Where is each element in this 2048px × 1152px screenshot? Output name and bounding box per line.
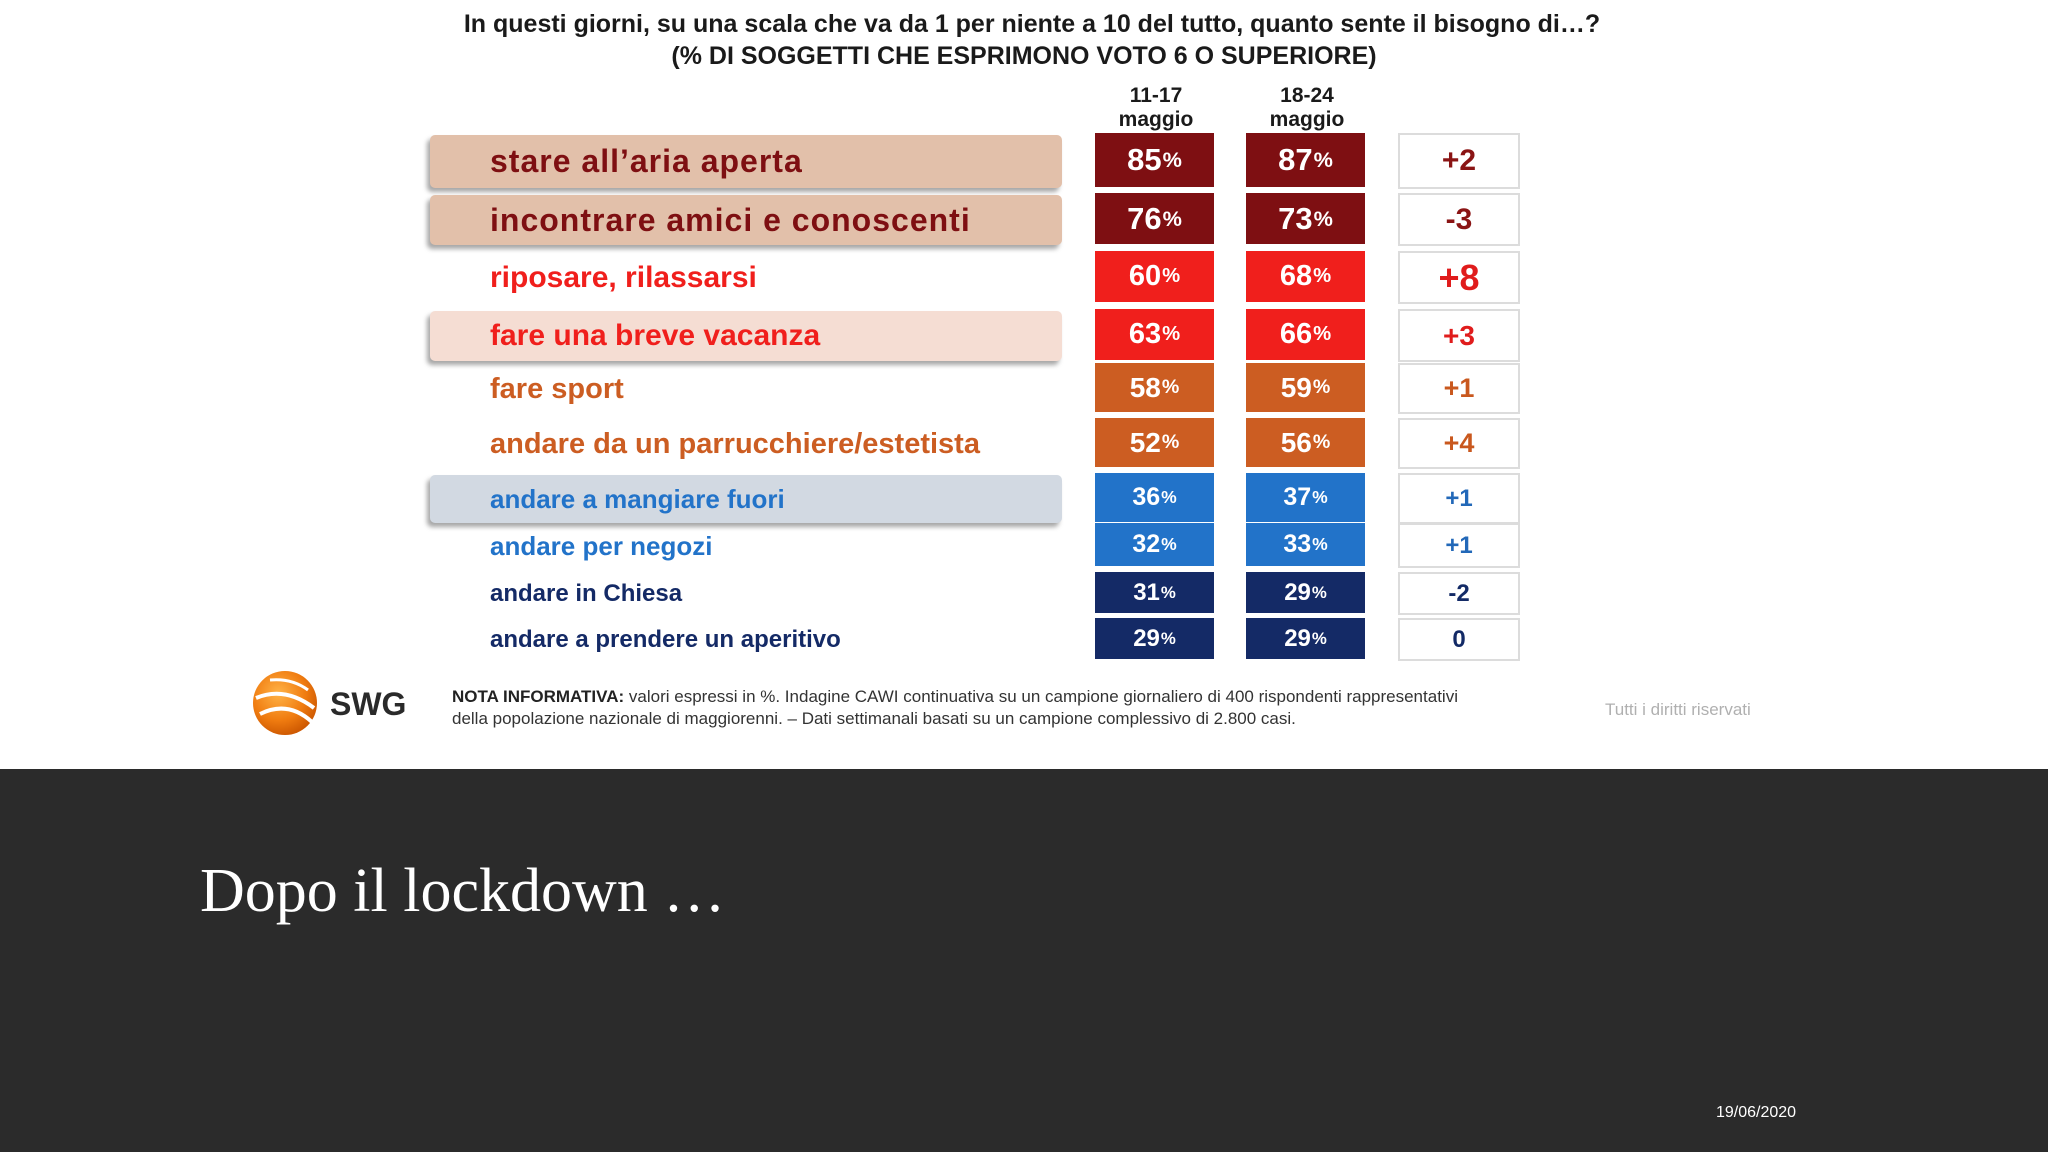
value-number: 76 xyxy=(1127,200,1162,236)
column-header-line: 18-24 xyxy=(1280,84,1334,107)
value-unit: % xyxy=(1161,376,1180,398)
value-number: 52 xyxy=(1129,426,1161,458)
row-label: riposare, rilassarsi xyxy=(490,261,757,294)
value-unit: % xyxy=(1312,534,1328,554)
value-number: 37 xyxy=(1283,483,1312,511)
value-cell xyxy=(1246,418,1365,467)
row-label: andare da un parrucchiere/estetista xyxy=(490,428,980,460)
chart-title: In questi giorni, su una scala che va da 1 per niente a 10 del tutto, quanto sente il bisogno di…? xyxy=(463,10,1601,38)
value-number: 33 xyxy=(1283,530,1312,558)
value-number: 63 xyxy=(1128,318,1162,350)
note-text-line2: della popolazione nazionale di maggiorenni. – Dati settimanali basati su un campione complessivo di 2.800 casi. xyxy=(452,709,1296,728)
value-number: 36 xyxy=(1132,483,1161,511)
column-header-line: maggio xyxy=(1118,108,1194,131)
note-text-line1: valori espressi in %. Indagine CAWI continuativa su un campione giornaliero di 400 rispondenti rappresentativi xyxy=(628,687,1458,706)
row-label: fare sport xyxy=(490,373,624,405)
value-unit: % xyxy=(1162,205,1182,231)
difference-cell: -3 xyxy=(1398,193,1520,246)
difference-cell: +8 xyxy=(1398,251,1520,304)
row-label: fare una breve vacanza xyxy=(490,319,821,352)
value-number: 85 xyxy=(1127,142,1162,177)
value-cell xyxy=(1095,363,1214,412)
row-label: andare a prendere un aperitivo xyxy=(490,626,841,653)
value-cell xyxy=(1246,523,1365,566)
value-unit: % xyxy=(1161,534,1177,554)
column-header-line: 11-17 xyxy=(1129,84,1183,107)
row-label: andare in Chiesa xyxy=(490,580,683,607)
value-unit: % xyxy=(1312,431,1331,453)
difference-cell: +1 xyxy=(1398,473,1520,524)
value-number: 32 xyxy=(1132,530,1161,558)
difference-cell: +1 xyxy=(1398,523,1520,568)
note-label: NOTA INFORMATIVA: xyxy=(452,687,625,706)
value-cell xyxy=(1246,618,1365,659)
swg-logo-icon xyxy=(250,668,320,738)
value-cell xyxy=(1095,572,1214,613)
value-number: 58 xyxy=(1129,371,1161,403)
column-header-line: maggio xyxy=(1269,108,1345,131)
value-cell xyxy=(1095,618,1214,659)
value-unit: % xyxy=(1311,628,1327,648)
value-unit: % xyxy=(1161,431,1180,453)
value-cell xyxy=(1246,193,1365,244)
difference-cell: -2 xyxy=(1398,572,1520,615)
row-label: stare all’aria aperta xyxy=(490,143,803,179)
value-number: 29 xyxy=(1284,578,1311,606)
difference-cell: 0 xyxy=(1398,618,1520,661)
value-number: 87 xyxy=(1278,142,1313,177)
value-number: 56 xyxy=(1280,426,1312,458)
difference-cell: +4 xyxy=(1398,418,1520,469)
value-unit: % xyxy=(1160,582,1176,602)
value-unit: % xyxy=(1312,487,1328,507)
value-unit: % xyxy=(1313,205,1333,231)
value-unit: % xyxy=(1311,582,1327,602)
difference-cell: +3 xyxy=(1398,309,1520,362)
row-label: andare a mangiare fuori xyxy=(490,484,785,514)
value-cell xyxy=(1095,418,1214,467)
value-cell xyxy=(1246,473,1365,522)
value-unit: % xyxy=(1162,265,1181,287)
value-cell xyxy=(1246,133,1365,187)
value-cell xyxy=(1246,251,1365,302)
value-cell xyxy=(1246,572,1365,613)
value-unit: % xyxy=(1162,147,1182,172)
row-label: andare per negozi xyxy=(490,531,713,561)
difference-cell: +1 xyxy=(1398,363,1520,414)
value-number: 73 xyxy=(1278,200,1313,236)
chart-subtitle: (% DI SOGGETTI CHE ESPRIMONO VOTO 6 O SUPERIORE) xyxy=(671,42,1377,70)
value-unit: % xyxy=(1162,323,1181,345)
source-note xyxy=(452,686,1552,730)
difference-cell: +2 xyxy=(1398,133,1520,189)
value-unit: % xyxy=(1313,323,1332,345)
value-unit: % xyxy=(1160,628,1176,648)
value-number: 60 xyxy=(1128,260,1162,292)
value-number: 31 xyxy=(1133,578,1160,606)
value-number: 29 xyxy=(1133,624,1160,652)
value-cell xyxy=(1095,523,1214,566)
value-cell xyxy=(1095,309,1214,360)
value-cell xyxy=(1246,309,1365,360)
value-cell xyxy=(1246,363,1365,412)
slide-title: Dopo il lockdown … xyxy=(200,857,726,925)
value-number: 66 xyxy=(1279,318,1313,350)
value-cell xyxy=(1095,193,1214,244)
slide-date: 19/06/2020 xyxy=(1716,1104,1797,1121)
value-number: 29 xyxy=(1284,624,1311,652)
value-unit: % xyxy=(1313,147,1333,172)
rights-notice: Tutti i diritti riservati xyxy=(1605,700,1751,719)
value-unit: % xyxy=(1313,265,1332,287)
column-header xyxy=(1095,84,1217,132)
value-number: 59 xyxy=(1280,371,1312,403)
value-unit: % xyxy=(1161,487,1177,507)
value-unit: % xyxy=(1312,376,1331,398)
row-label: incontrare amici e conoscenti xyxy=(490,202,971,238)
brand-name: SWG xyxy=(330,686,407,722)
value-number: 68 xyxy=(1279,260,1313,292)
value-cell xyxy=(1095,473,1214,522)
column-header xyxy=(1246,84,1368,132)
value-cell xyxy=(1095,251,1214,302)
value-cell xyxy=(1095,133,1214,187)
